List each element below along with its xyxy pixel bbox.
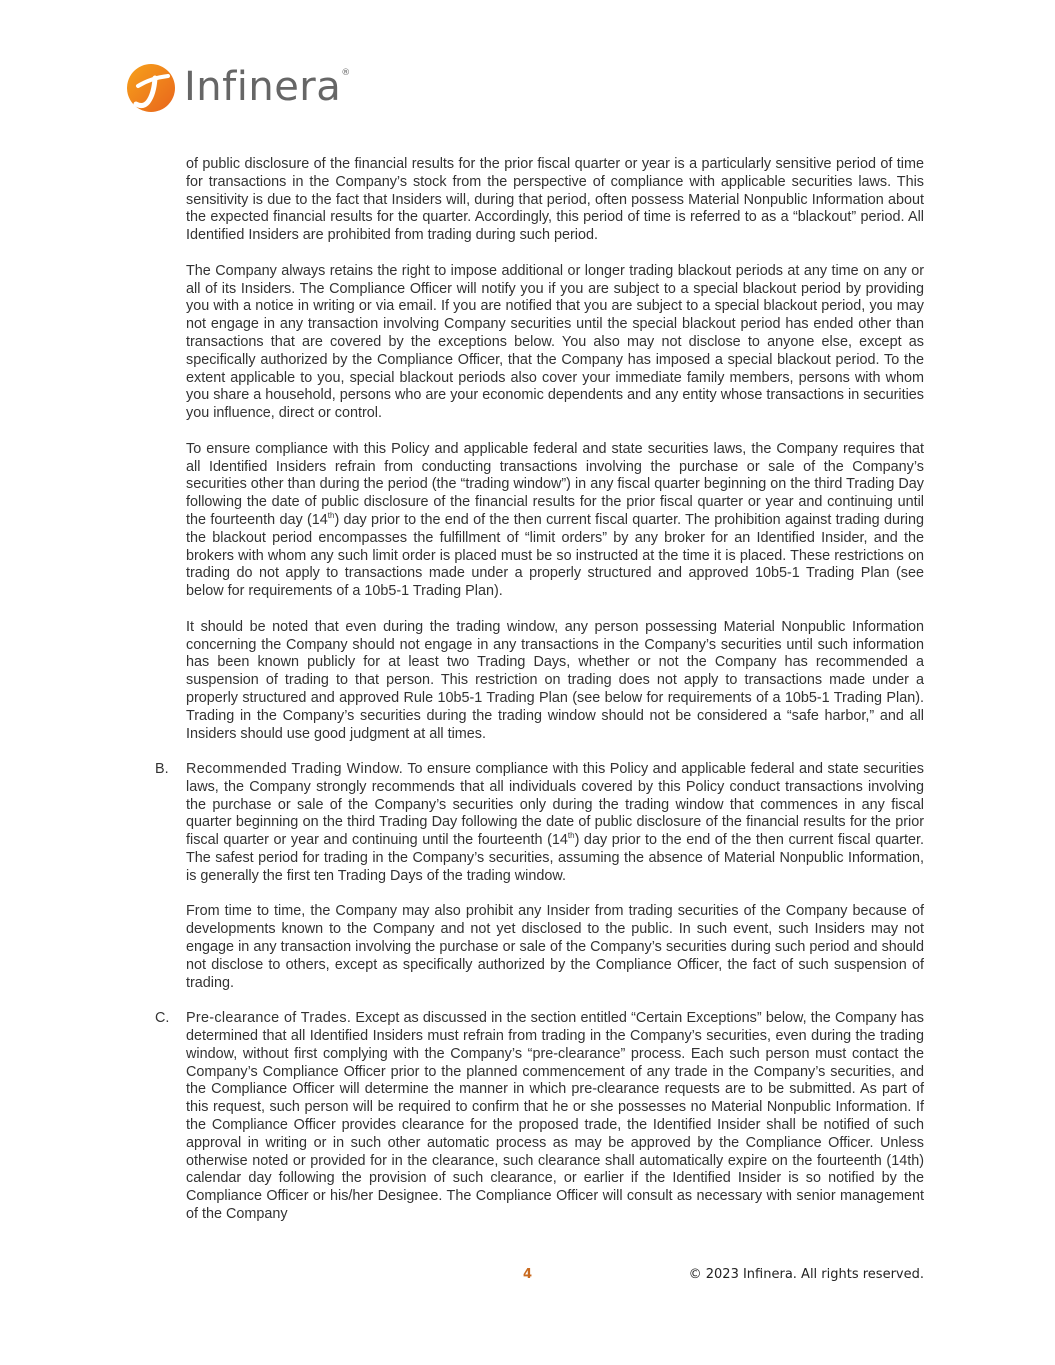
section-b-letter: B. [155, 761, 169, 778]
company-logo [124, 60, 351, 114]
document-body [155, 156, 924, 1242]
copyright-notice: © 2023 Infinera. All rights reserved. [688, 1267, 924, 1282]
paragraph-trading-window: To ensure compliance with this Policy and applicable federal and state securities laws, the Company requires that all Identified Insiders refrain from conducting transactions involving the purchase or sale of the Company’s securities other than during the period (the “trading window”) in any fiscal quarter beginning on the third Trading Day following the date of public disclosure of the financial results for the prior fiscal quarter or year and continuing until the fourteenth day (14th) day prior to the end of the then current fiscal quarter. The prohibition against trading during the blackout period encompasses the fulfillment of “limit orders” by any broker for an Identified Insider, and the brokers with whom any such limit order is placed must be so instructed at the time it is placed. These restrictions on trading do not apply to transactions made under a properly structured and approved 10b5-1 Trading Plan (see below for requirements of a 10b5-1 Trading Plan). [186, 440, 924, 600]
page-number: 4 [523, 1267, 533, 1282]
paragraph-material-nonpublic: It should be noted that even during the trading window, any person possessing Material Nonpublic Information concerning the Company should not engage in any transactions in the Company’s securities until such information has been known publicly for at least two Trading Days, whether or not the Company has recommended a suspension of trading to that person. This restriction on trading does not apply to transactions made under a properly structured and approved Rule 10b5-1 Trading Plan (see below for requirements of a 10b5-1 Trading Plan). Trading in the Company’s securities during the trading window should not be considered a “safe harbor,” and all Insiders should use good judgment at all times. [186, 618, 924, 742]
paragraph-blackout-period: of public disclosure of the financial results for the prior fiscal quarter or year is a particularly sensitive period of time for transactions in the Company’s stock from the perspective of compliance with applicable securities laws. This sensitivity is due to the fact that Insiders will, during that period, often possess Material Nonpublic Information about the expected financial results for the quarter. Accordingly, this period of time is referred to as a “blackout” period. All Identified Insiders are prohibited from trading during such period. [186, 156, 924, 244]
section-b-heading: Recommended Trading Window. [186, 761, 404, 778]
section-c-pre-clearance: C. Pre-clearance of Trades. Except as discussed in the section entitled “Certain Exceptions” below, the Company has determined that all Identified Insiders must refrain from trading in the Company’s securities, even during the trading window, without first complying with the Company’s “pre-clearance” process. Each such person must contact the Company’s Compliance Officer prior to the planned commencement of any trade in the Company’s securities, and the Compliance Officer will determine the manner in which pre-clearance requests are to be submitted. As part of this request, such person will be required to confirm that he or she possesses no Material Nonpublic Information. If the Compliance Officer provides clearance for the proposed trade, the Identified Insider shall be notified of such approval in writing or in such other automatic process as may be approved by the Compliance Officer. Unless otherwise noted or provided for in the clearance, such clearance shall automatically expire on the fourteenth (14th) calendar day following the provision of such clearance, or earlier if the Identified Insider is so notified by the Compliance Officer or his/her Designee. The Compliance Officer will consult as necessary with senior management of the Company [155, 1010, 924, 1223]
logo-wordmark: Infinera® [184, 64, 351, 110]
section-c-heading: Pre-clearance of Trades. [186, 1010, 352, 1027]
section-b-recommended-trading-window: B. Recommended Trading Window. To ensure compliance with this Policy and applicable federal and state securities laws, the Company strongly recommends that all individuals covered by this Policy conduct transactions involving the purchase or sale of the Company’s securities only during the trading window that commences in any fiscal quarter beginning on the third Trading Day following the date of public disclosure of the financial results for the prior fiscal quarter or year and continuing until the fourteenth (14th) day prior to the end of the then current fiscal quarter. The safest period for trading in the Company’s securities, assuming the absence of Material Nonpublic Information, is generally the first ten Trading Days of the trading window. [155, 761, 924, 884]
section-c-letter: C. [155, 1010, 170, 1027]
infinera-logo-icon [124, 60, 178, 114]
paragraph-special-blackout: The Company always retains the right to impose additional or longer trading blackout periods at any time on any or all of its Insiders. The Compliance Officer will notify you if you are subject to a special blackout period by providing you with a notice in writing or via email. If you are notified that you are subject to a special blackout period, you may not engage in any transaction involving Company securities until the special blackout period has ended other than transactions that are covered by the exceptions below. You also may not disclose to anyone else, except as specifically authorized by the Compliance Officer, that the Company has imposed a special blackout period. To the extent applicable to you, special blackout periods also cover your immediate family members, persons with whom you share a household, persons who are your economic dependents and any entity whose transactions in securities you influence, direct or control. [186, 262, 924, 422]
page-footer [0, 1267, 1055, 1287]
paragraph-prohibit-insider: From time to time, the Company may also prohibit any Insider from trading securities of the Company because of developments known to the Company and not yet disclosed to the public. In such event, such Insiders may not engage in any transaction involving the purchase or sale of the Company’s securities during such period and should not disclose to others, except as specifically authorized by the Compliance Officer, the fact of such suspension of trading. [186, 903, 924, 991]
